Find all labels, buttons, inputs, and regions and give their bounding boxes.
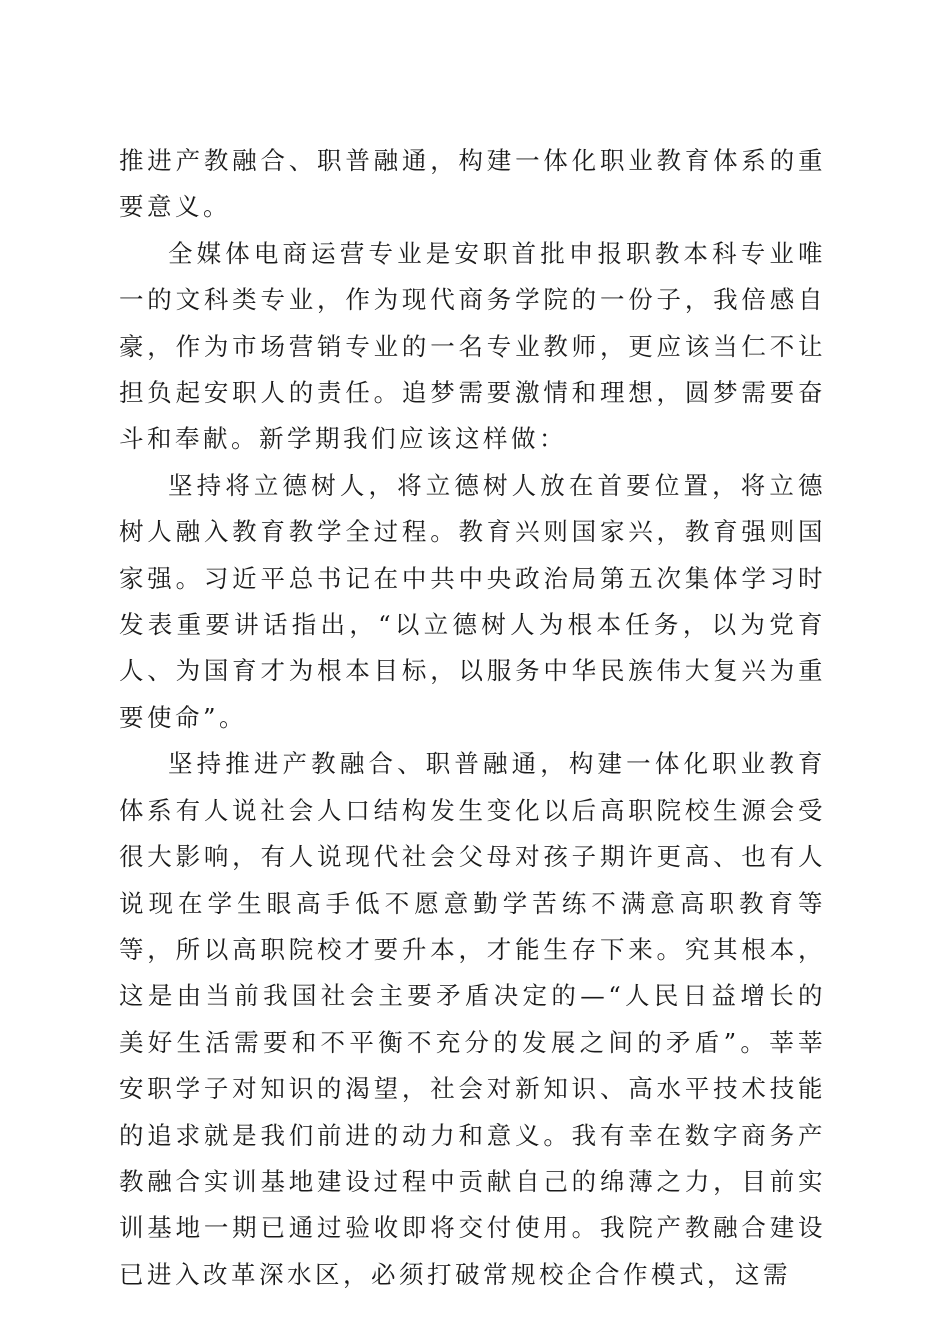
paragraph-continuation: 推进产教融合、职普融通，构建一体化职业教育体系的重要意义。 (119, 146, 826, 222)
document-body (119, 138, 826, 1298)
paragraph-industry-education: 坚持推进产教融合、职普融通，构建一体化职业教育体系有人说社会人口结构发生变化以后高职院校生源会受很大影响，有人说现代社会父母对孩子期许更高、也有人说现在学生眼高手低不愿意勤学苦练不满意高职教育等等，所以高职院校才要升本，才能生存下来。究其根本，这是由当前我国社会主要矛盾决定的—“人民日益增长的美好生活需要和不平衡不充分的发展之间的矛盾”。莘莘安职学子对知识的渴望，社会对新知识、高水平技术技能的追求就是我们前进的动力和意义。我有幸在数字商务产教融合实训基地建设过程中贡献自己的绵薄之力，目前实训基地一期已通过验收即将交付使用。我院产教融合建设已进入改革深水区，必须打破常规校企合作模式，这需 (119, 749, 826, 1289)
paragraph-moral-education: 坚持将立德树人，将立德树人放在首要位置，将立德树人融入教育教学全过程。教育兴则国家兴，教育强则国家强。习近平总书记在中共中央政治局第五次集体学习时发表重要讲话指出，“以立德树人为根本任务，以为党育人、为国育才为根本目标，以服务中华民族伟大复兴为重要使命”。 (119, 470, 826, 732)
paragraph-major-intro: 全媒体电商运营专业是安职首批申报职教本科专业唯一的文科类专业，作为现代商务学院的一份子，我倍感自豪，作为市场营销专业的一名专业教师，更应该当仁不让担负起安职人的责任。追梦需要激情和理想，圆梦需要奋斗和奉献。新学期我们应该这样做： (119, 238, 826, 454)
